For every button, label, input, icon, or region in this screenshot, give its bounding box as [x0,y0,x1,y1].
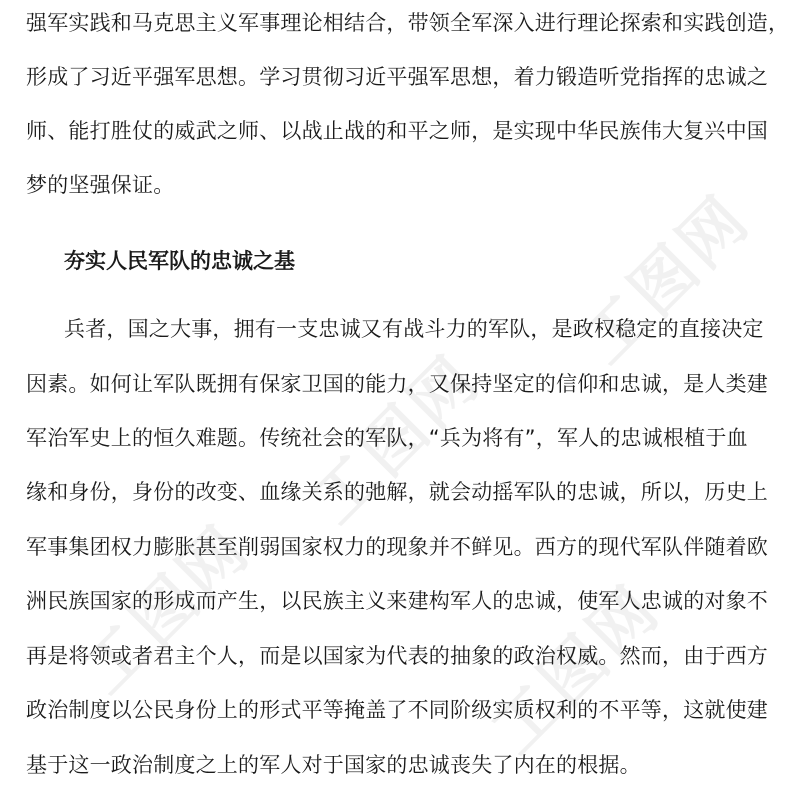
paragraph-line: 兵者，国之大事，拥有一支忠诚又有战斗力的军队，是政权稳定的直接决定 [64,317,764,341]
section-heading: 夯实人民军队的忠诚之基 [64,249,295,273]
paragraph-line: 师、能打胜仗的威武之师、以战止战的和平之师，是实现中华民族伟大复兴中国 [26,119,768,143]
paragraph-line: 梦的坚强保证。 [26,173,175,197]
paragraph-line: 形成了习近平强军思想。学习贯彻习近平强军思想，着力锻造听党指挥的忠诚之 [26,65,768,89]
paragraph-line: 军事集团权力膨胀甚至削弱国家权力的现象并不鲜见。西方的现代军队伴随着欧 [26,535,768,559]
paragraph-line: 政治制度以公民身份上的形式平等掩盖了不同阶级实质权利的不平等，这就使建 [26,698,768,722]
watermark: 工图网 [297,341,495,539]
paragraph-line: 军治军史上的恒久难题。传统社会的军队，“兵为将有”，军人的忠诚根植于血 [26,426,748,450]
paragraph-line: 再是将领或者君主个人，而是以国家为代表的抽象的政治权威。然而，由于西方 [26,644,768,668]
watermark: 工图网 [67,511,265,709]
watermark: 工图网 [477,571,675,769]
paragraph-line: 强军实践和马克思主义军事理论相结合，带领全军深入进行理论探索和实践创造， [26,11,790,35]
paragraph-line: 因素。如何让军队既拥有保家卫国的能力，又保持坚定的信仰和忠诚，是人类建 [26,372,768,396]
paragraph-line: 洲民族国家的形成而产生，以民族主义来建构军人的忠诚，使军人忠诚的对象不 [26,589,768,613]
watermark: 工图网 [567,181,765,379]
paragraph-line: 缘和身份，身份的改变、血缘关系的弛解，就会动摇军队的忠诚，所以，历史上 [26,480,768,504]
paragraph-line: 基于这一政治制度之上的军人对于国家的忠诚丧失了内在的根据。 [26,753,641,777]
